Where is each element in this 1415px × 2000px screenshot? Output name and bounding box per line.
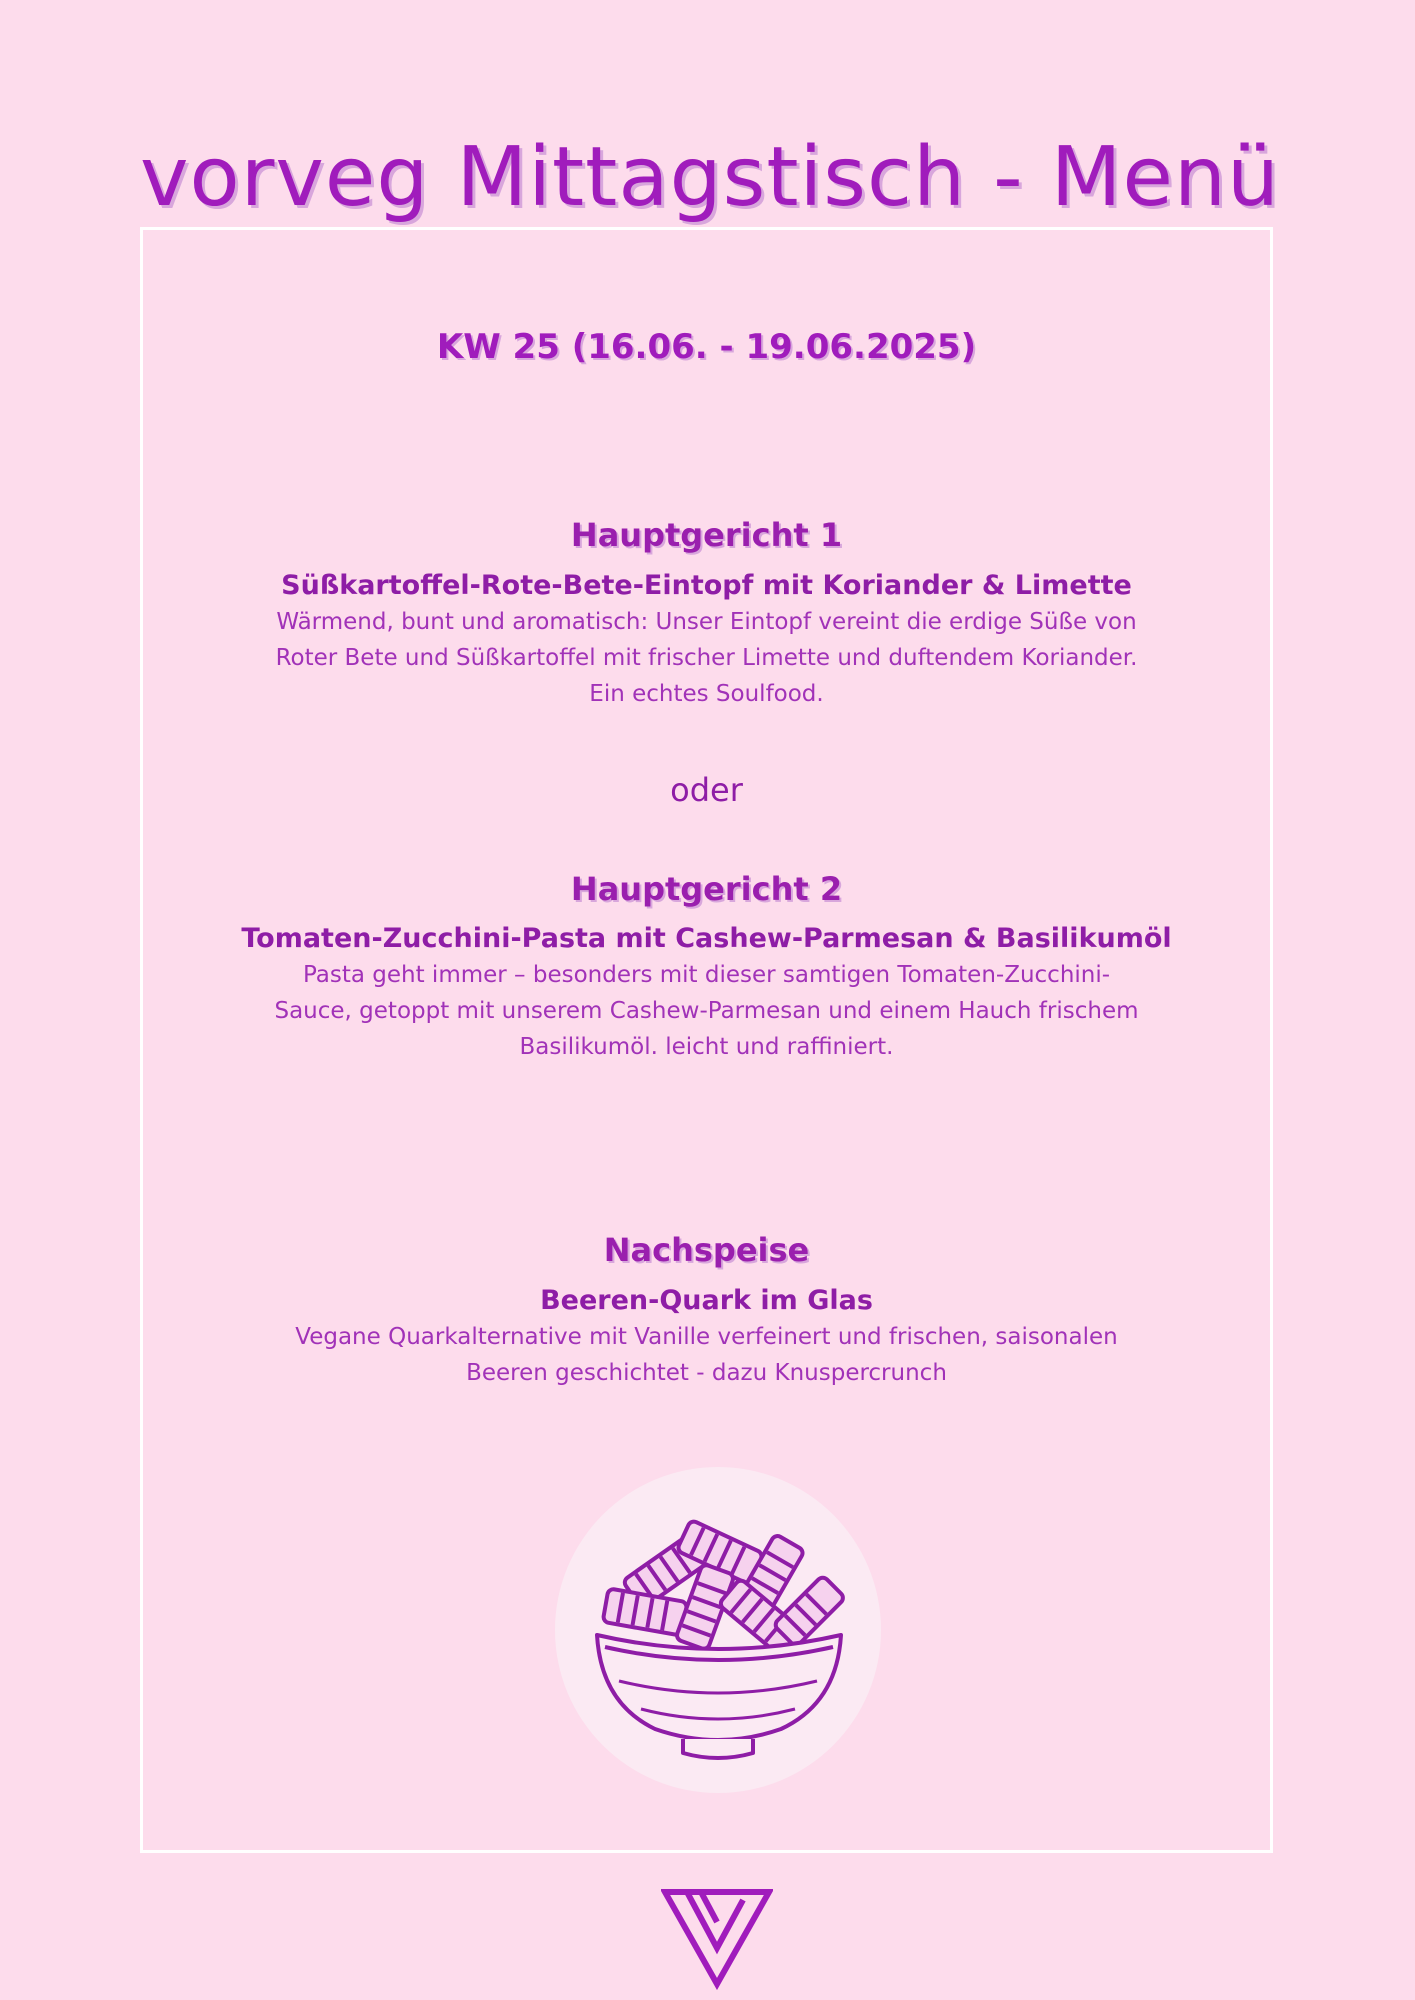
main-course-1-description: Wärmend, bunt und aromatisch: Unser Eintopf vereint die erdige Süße von Roter Bete und Süßkartoffel mit frischer Limette und duftendem Koriander. Ein echtes Soulfood. — [275, 609, 1138, 707]
dessert-heading: Nachspeise — [603, 1231, 810, 1269]
main-course-1-name: Süßkartoffel-Rote-Bete-Eintopf mit Koriander & Limette — [281, 570, 1132, 601]
week-label: KW 25 (16.06. - 19.06.2025) — [436, 327, 977, 367]
separator-text: oder — [670, 771, 743, 809]
main-course-2-name: Tomaten-Zucchini-Pasta mit Cashew-Parmesan & Basilikumöl — [241, 923, 1172, 954]
vorveg-logo-icon — [661, 1886, 773, 1990]
main-course-2-description: Pasta geht immer – besonders mit dieser samtigen Tomaten-Zucchini-Sauce, getoppt mit unserem Cashew-Parmesan und einem Hauch frischem Basilikumöl. leicht und raffiniert. — [274, 962, 1139, 1060]
dessert-name: Beeren-Quark im Glas — [540, 1285, 873, 1316]
main-course-1-heading: Hauptgericht 1 — [570, 516, 843, 554]
dessert-description: Vegane Quarkalternative mit Vanille verfeinert und frischen, saisonalen Beeren geschichtet - dazu Knuspercrunch — [295, 1324, 1118, 1386]
main-course-2-heading: Hauptgericht 2 — [570, 870, 843, 908]
pasta-bowl-icon — [555, 1467, 881, 1793]
page-title: vorveg Mittagstisch - Menü — [140, 130, 1280, 225]
